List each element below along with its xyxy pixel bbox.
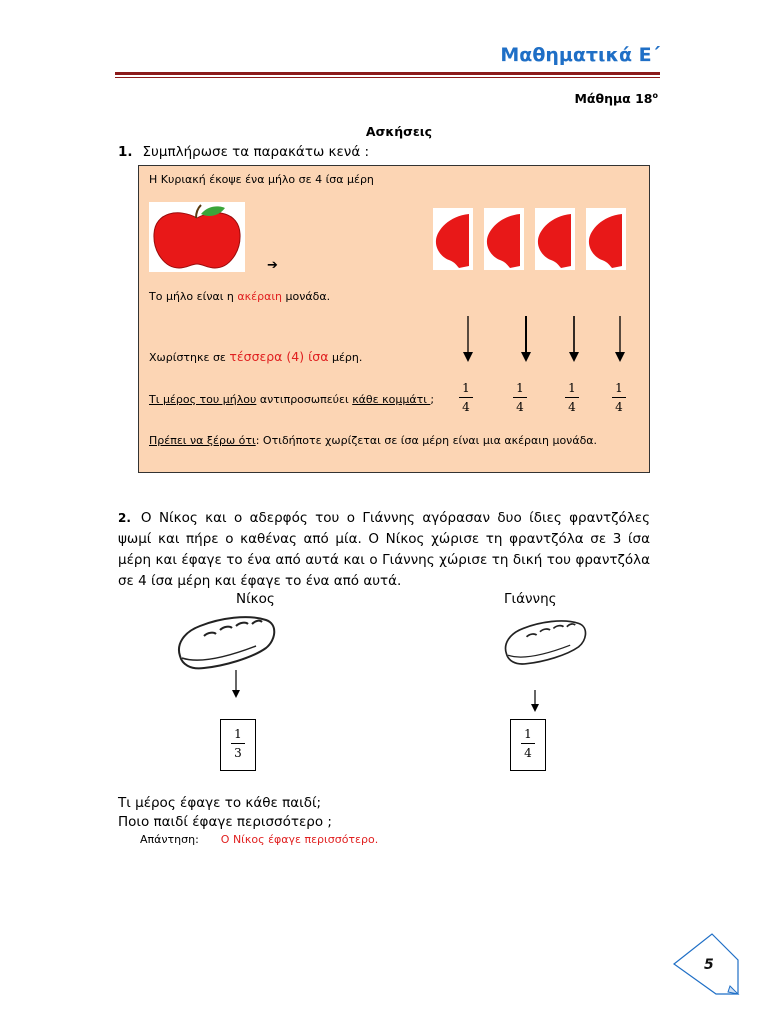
down-arrow-icon xyxy=(231,670,241,700)
question-2-ask-2: Ποιο παιδί έφαγε περισσότερο ; xyxy=(118,814,332,830)
apple-quarter-image-4 xyxy=(586,208,626,270)
down-arrow-icon xyxy=(615,316,625,362)
question-1-prompt: 1. Συμπλήρωσε τα παρακάτω κενά : xyxy=(118,144,370,160)
box-line-4: Τι μέρος του μήλου αντιπροσωπεύει κάθε κομμάτι ; xyxy=(149,393,435,406)
box-line-2: Το μήλο είναι η ακέραιη μονάδα. xyxy=(149,290,331,303)
question-2-text: 2. Ο Νίκος και ο αδερφός του ο Γιάννης αγόρασαν δυο ίδιες φραντζόλες ψωμί και πήρε ο καθένας από μία. Ο Νίκος χώρισε τη φραντζόλα σε 3 ίσα μέρη και έφαγε το ένα από αυτά και ο Γιάννης χώρισε τη δική του φραντζόλα σε 4 ίσα μέρη και έφαγε το ένα από αυτά. xyxy=(118,510,650,589)
bread-loaf-image-nikos xyxy=(170,610,282,672)
box-line-5: Πρέπει να ξέρω ότι: Οτιδήποτε χωρίζεται σε ίσα μέρη είναι μια ακέραιη μονάδα. xyxy=(149,434,598,447)
fraction-third: 1 3 xyxy=(231,727,245,760)
header-title: Μαθηματικά Ε΄ xyxy=(500,44,660,66)
apple-quarter-image-3 xyxy=(535,208,575,270)
exercise-1-box xyxy=(138,165,650,473)
name-giannis: Γιάννης xyxy=(504,591,557,607)
fraction-quarter-1: 1 4 xyxy=(459,381,473,414)
exercises-title: Ασκήσεις xyxy=(365,124,433,139)
fraction-box-giannis xyxy=(510,719,546,771)
fraction-quarter-3: 1 4 xyxy=(565,381,579,414)
fraction-quarter-4: 1 4 xyxy=(612,381,626,414)
fraction-quarter: 1 4 xyxy=(521,727,535,760)
header-rule-thin xyxy=(115,77,660,78)
header-rule xyxy=(115,72,660,75)
page-number: 5 xyxy=(704,957,714,973)
down-arrow-icon xyxy=(530,690,540,714)
whole-apple-image xyxy=(149,202,245,272)
bread-loaf-image-giannis xyxy=(498,612,592,670)
name-nikos: Νίκος xyxy=(236,591,275,607)
lesson-label: Μάθημα $18^o$ xyxy=(574,91,658,107)
box-line-1: Η Κυριακή έκοψε ένα μήλο σε 4 ίσα μέρη xyxy=(149,173,374,186)
question-2-ask-1: Τι μέρος έφαγε το κάθε παιδί; xyxy=(118,795,322,811)
down-arrow-icon xyxy=(521,316,531,362)
apple-quarter-image-1 xyxy=(433,208,473,270)
answer-line: Απάντηση: Ο Νίκος έφαγε περισσότερο. xyxy=(140,833,379,846)
down-arrow-icon xyxy=(463,316,473,362)
down-arrow-icon xyxy=(569,316,579,362)
box-line-3: Χωρίστηκε σε τέσσερα (4) ίσα μέρη. xyxy=(149,349,363,364)
right-arrow-icon: ➔ xyxy=(267,258,278,273)
fraction-box-nikos xyxy=(220,719,256,771)
fraction-quarter-2: 1 4 xyxy=(513,381,527,414)
apple-quarter-image-2 xyxy=(484,208,524,270)
